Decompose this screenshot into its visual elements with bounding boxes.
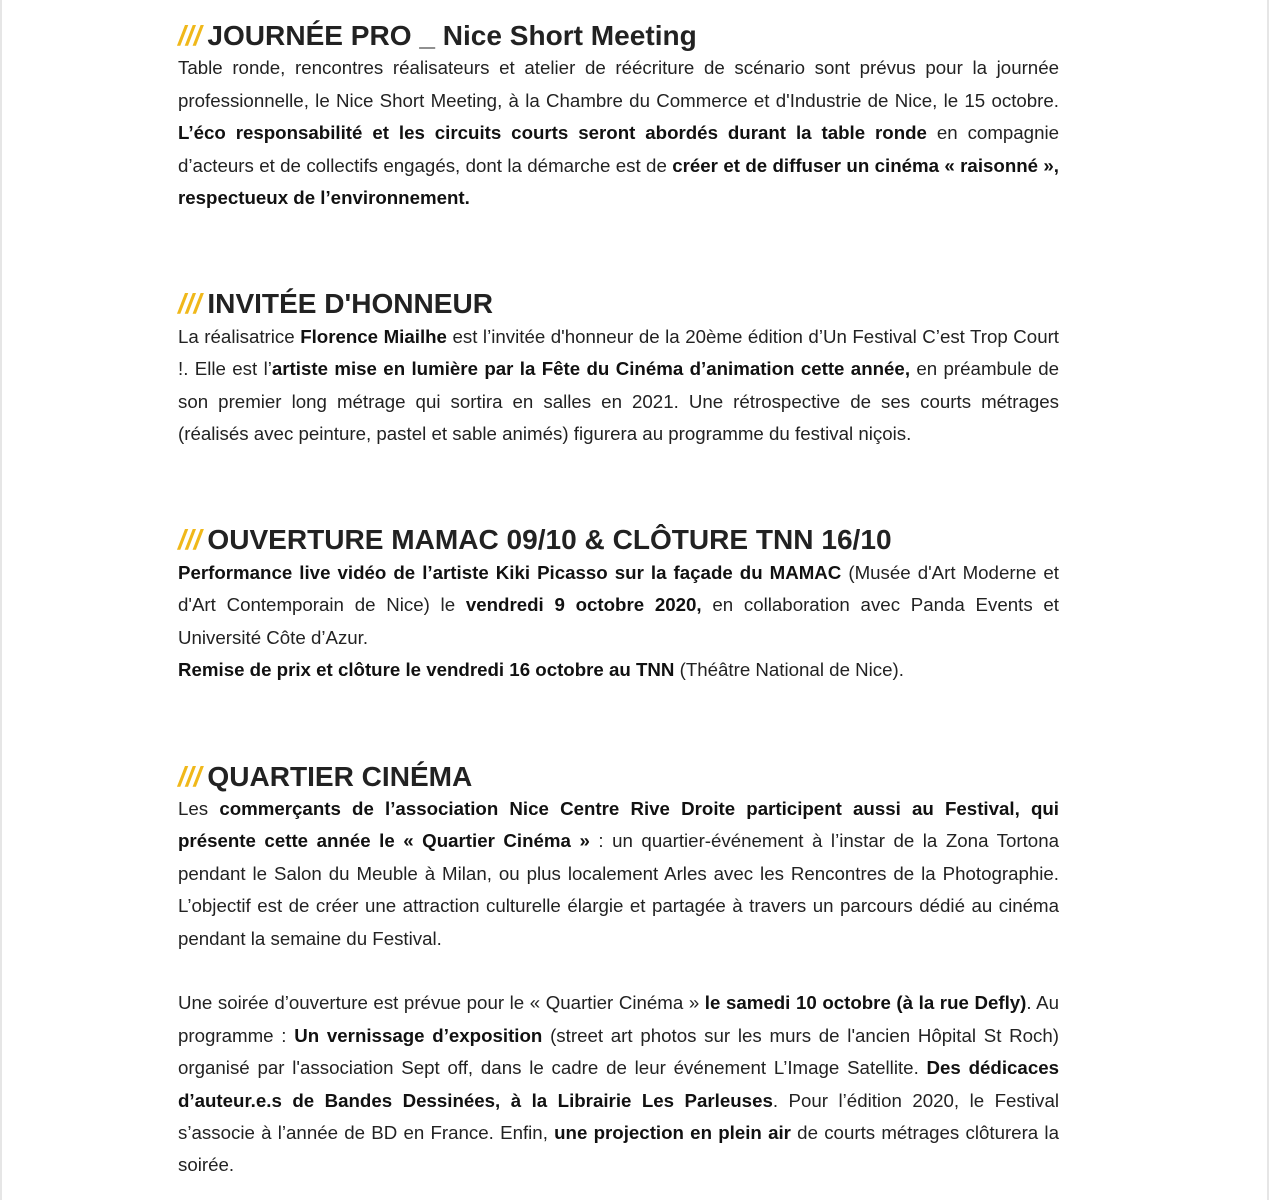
section-heading: [178, 20, 1059, 52]
paragraph: [178, 793, 1059, 955]
slashes-marker: ///: [178, 524, 202, 556]
text-run-bold: Performance live vidéo de l’artiste Kiki Picasso sur la façade du MAMAC: [178, 561, 842, 583]
paragraph: [178, 654, 1059, 686]
section-heading: [178, 288, 1059, 320]
text-run-bold: vendredi 9 octobre 2020,: [465, 594, 702, 616]
text-run: : un quartier-événement à l’instar de la Zona Tortona pendant le Salon du Meuble à Milan, ou plus localement Arles avec les Rencontres de la Photographie. L’objectif est de créer une attraction culturelle élargie et partagée à travers un parcours dédié au cinéma pendant la semaine du Festival.: [178, 830, 1059, 949]
text-run: . Au programme :: [178, 992, 1059, 1046]
text-run-bold: Un vernissage d’exposition: [294, 1024, 543, 1046]
text-run: (Théâtre National de Nice).: [674, 659, 904, 681]
text-run: La réalisatrice: [178, 325, 301, 347]
section-quartier-cinema: [178, 761, 1059, 1182]
text-run: (Musée d'Art Moderne et d'Art Contemporain de Nice) le: [178, 561, 1059, 616]
slashes-marker: ///: [178, 760, 202, 792]
text-run: est l’invitée d'honneur de la 20ème édition d’Un Festival C’est Trop Court !. Elle est l’: [178, 325, 1059, 380]
text-run-bold: L’éco responsabilité et les circuits courts seront abordés durant la table ronde: [178, 122, 927, 144]
section-invitee-honneur: [178, 288, 1059, 450]
section-journee-pro: [178, 20, 1059, 214]
section-heading: [178, 761, 1059, 793]
text-run-bold: Remise de prix et clôture le vendredi 16 octobre au TNN: [178, 659, 675, 681]
text-run-bold: artiste mise en lumière par la Fête du Cinéma d’animation cette année,: [271, 358, 911, 380]
paragraph: [178, 557, 1059, 654]
section-title: OUVERTURE MAMAC 09/10 & CLÔTURE TNN 16/10: [207, 524, 892, 556]
text-run: de courts métrages clôturera la soirée.: [178, 1121, 1059, 1176]
text-run: en collaboration avec Panda Events et Université Côte d’Azur.: [178, 594, 1059, 648]
text-run-bold: une projection en plein air: [554, 1121, 791, 1143]
text-run-bold: créer et de diffuser un cinéma « raisonné », respectueux de l’environnement.: [178, 154, 1060, 209]
text-run: Les: [178, 797, 220, 819]
text-run: en compagnie d’acteurs et de collectifs engagés, dont la démarche est de: [178, 122, 1060, 176]
text-run: en préambule de son premier long métrage qui sortira en salles en 2021. Une rétrospective de ses courts métrages (réalisés avec peinture, pastel et sable animés) figurera au programme du festival niçois.: [178, 358, 1059, 445]
section-ouverture-cloture: [178, 524, 1059, 686]
slashes-marker: ///: [178, 288, 202, 320]
text-run: . Pour l’édition 2020, le Festival s’associe à l’année de BD en France. Enfin,: [178, 1089, 1059, 1143]
section-heading: [178, 524, 1059, 556]
text-run-bold: Florence Miailhe: [300, 325, 447, 347]
paragraph: [178, 52, 1059, 214]
text-run-bold: Des dédicaces d’auteur.e.s de Bandes Dessinées, à la Librairie Les Parleuses: [178, 1057, 1059, 1111]
text-run-bold: commerçants de l’association Nice Centre Rive Droite participent aussi au Festival, qui présente cette année le « Quartier Cinéma »: [178, 797, 1059, 852]
article-body: [178, 20, 1059, 1182]
paragraph: [178, 987, 1059, 1181]
slashes-marker: ///: [178, 20, 202, 51]
text-run: Table ronde, rencontres réalisateurs et atelier de réécriture de scénario sont prévus pour la journée professionnelle, le Nice Short Meeting, à la Chambre du Commerce et d'Industrie de Nice, le 15 octobre.: [178, 57, 1059, 111]
section-title: INVITÉE D'HONNEUR: [207, 288, 493, 320]
paragraph: [178, 321, 1059, 451]
text-run: (street art photos sur les murs de l'ancien Hôpital St Roch) organisé par l'association Sept off, dans le cadre de leur événement L’Image Satellite.: [178, 1024, 1059, 1079]
section-title: JOURNÉE PRO _ Nice Short Meeting: [207, 20, 697, 51]
text-run: Une soirée d’ouverture est prévue pour le « Quartier Cinéma »: [178, 992, 705, 1014]
section-title: QUARTIER CINÉMA: [207, 760, 473, 792]
text-run-bold: le samedi 10 octobre (à la rue Defly): [704, 992, 1027, 1014]
